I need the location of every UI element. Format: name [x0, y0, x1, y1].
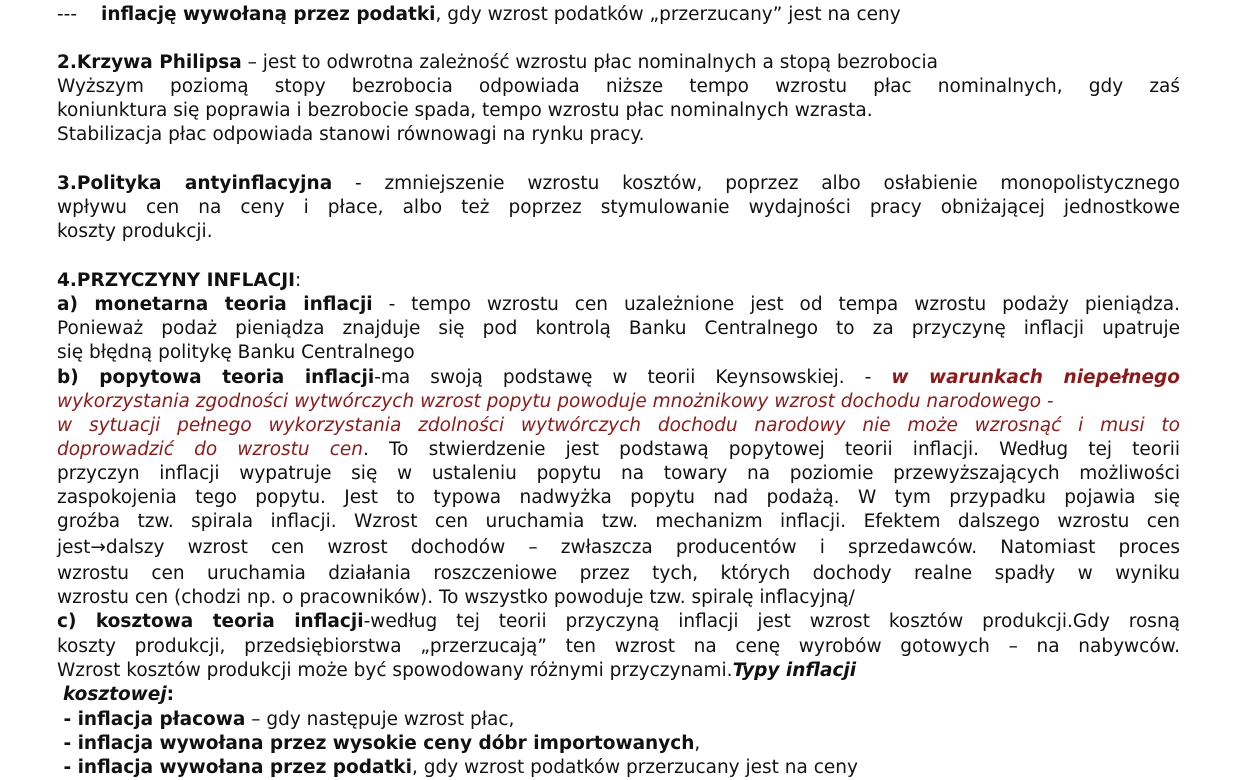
section4a-line	[57, 293, 1180, 317]
list-marker: ---	[57, 4, 78, 25]
section4c-text: -według tej teorii przyczyną inflacji jest wzrost kosztów produkcji.Gdy rosną	[363, 611, 1181, 632]
section3-heading-line	[57, 172, 1180, 196]
section4b-text: . To stwierdzenie jest podstawą popytowej teorii inflacji. Według tej teorii	[363, 439, 1181, 460]
section2-line: Stabilizacja płac odpowiada stanowi równowagi na rynku pracy.	[57, 124, 645, 145]
list-dash: -	[57, 757, 78, 778]
section4a-label: a) monetarna teoria inflacji	[57, 294, 373, 315]
inflation-type-desc: ,	[694, 733, 701, 754]
heading-colon: :	[295, 270, 302, 291]
inflation-type-name: inflacja płacowa	[77, 709, 246, 730]
section4c-line	[57, 610, 1180, 634]
section3-text: - zmniejszenie wzrostu kosztów, poprzez albo osłabienie monopolistycznego	[332, 173, 1180, 194]
section4-heading: 4.PRZYCZYNY INFLACJI	[57, 270, 296, 291]
inflation-type-desc: – gdy następuje wzrost płac,	[245, 709, 515, 730]
section4c-line	[57, 659, 1180, 683]
types-colon: :	[166, 684, 175, 705]
section4c-text: Wzrost kosztów produkcji może być spowodowany różnymi przyczynami.	[57, 660, 733, 681]
section3-line: wpływu cen na ceny i płace, albo też poprzez stymulowanie wydajności pracy obniżającej jednostkowe	[57, 197, 1180, 218]
section4a-line: Ponieważ podaż pieniądza znajduje się pod kontrolą Banku Centralnego to za przyczynę inflacji upatruje	[57, 318, 1180, 339]
list-dash: -	[57, 709, 78, 730]
intro-bold: inflację wywołaną przez podatki	[101, 4, 436, 25]
section4b-red-text: doprowadzić do wzrostu cen	[57, 439, 364, 460]
section3-line: koszty produkcji.	[57, 221, 213, 242]
list-dash: -	[57, 733, 78, 754]
inflation-type-name: inflacja wywołana przez wysokie ceny dóbr importowanych	[77, 733, 695, 754]
section4c-line: koszty produkcji, przedsiębiorstwa „przerzucają” ten wzrost na cenę wyrobów gotowych – na nabywców.	[57, 636, 1180, 657]
inflation-type-desc: , gdy wzrost podatków przerzucany jest na ceny	[411, 757, 858, 778]
intro-text: , gdy wzrost podatków „przerzucany” jest na ceny	[435, 4, 901, 25]
section2-heading: 2.Krzywa Philipsa	[57, 52, 242, 73]
types-heading: Typy inflacji	[732, 660, 857, 681]
section4c-label: c) kosztowa teoria inflacji	[57, 611, 364, 632]
section4b-line	[57, 366, 1180, 390]
inflation-type-name: inflacja wywołana przez podatki	[77, 757, 412, 778]
section3-heading: 3.Polityka antyinflacyjna	[57, 173, 333, 194]
section4b-line	[57, 438, 1180, 462]
section4-heading-line	[57, 269, 1180, 293]
section2-line: koniunktura się poprawia i bezrobocie spada, tempo wzrostu płac nominalnych wzrasta.	[57, 100, 873, 121]
section2-line: Wyższym poziomą stopy bezrobocia odpowiada niższe tempo wzrostu płac nominalnych, gdy zaś	[57, 76, 1180, 97]
section4b-line: wzrostu cen uruchamia działania roszczeniowe przez tych, których dochody realne spadły w wyniku	[57, 563, 1180, 584]
inflation-type-item	[57, 732, 1180, 756]
section4b-red-line: wykorzystania zgodności wytwórczych wzrost popytu powoduje mnożnikowy wzrost dochodu narodowego -	[57, 391, 1054, 412]
section2-heading-text: – jest to odwrotna zależność wzrostu płac nominalnych a stopą bezrobocia	[241, 52, 938, 73]
section4c-line	[63, 683, 1186, 707]
section2-heading-line	[57, 51, 1180, 75]
section4a-text: - tempo wzrostu cen uzależnione jest od tempa wzrostu podaży pieniądza.	[372, 294, 1180, 315]
section4b-line: wzrostu cen (chodzi np. o pracowników). To wszystko powoduje tzw. spiralę inflacyjną/	[57, 587, 855, 608]
section4b-line: przyczyn inflacji wypatruje się w ustaleniu popytu na towary na poziomie przewyższających możliwości	[57, 463, 1180, 484]
inflation-type-item	[57, 708, 1180, 732]
intro-line	[57, 3, 1180, 27]
section4b-red-text: w warunkach niepełnego	[891, 367, 1180, 388]
section4b-line: zaspokojenia tego popytu. Jest to typowa nadwyżka popytu nad podażą. W tym przypadku pojawia się	[57, 487, 1180, 508]
inflation-type-item	[57, 756, 1180, 780]
types-heading: kosztowej	[63, 684, 167, 705]
section4b-text: -ma swoją podstawę w teorii Keynsowskiej. -	[374, 367, 892, 388]
section4b-line: groźba tzw. spirala inflacji. Wzrost cen uruchamia tzw. mechanizm inflacji. Efektem dalszego wzrostu cen	[57, 511, 1180, 532]
section4a-line: się błędną politykę Banku Centralnego	[57, 342, 415, 363]
section4b-label: b) popytowa teoria inflacji	[57, 367, 375, 388]
section4b-red-line: w sytuacji pełnego wykorzystania zdolności wytwórczych dochodu narodowy nie może wzrosnąć i musi to	[57, 415, 1180, 436]
section4b-line: jest→dalszy wzrost cen wzrost dochodów – zwłaszcza producentów i sprzedawców. Natomiast proces	[57, 537, 1180, 558]
